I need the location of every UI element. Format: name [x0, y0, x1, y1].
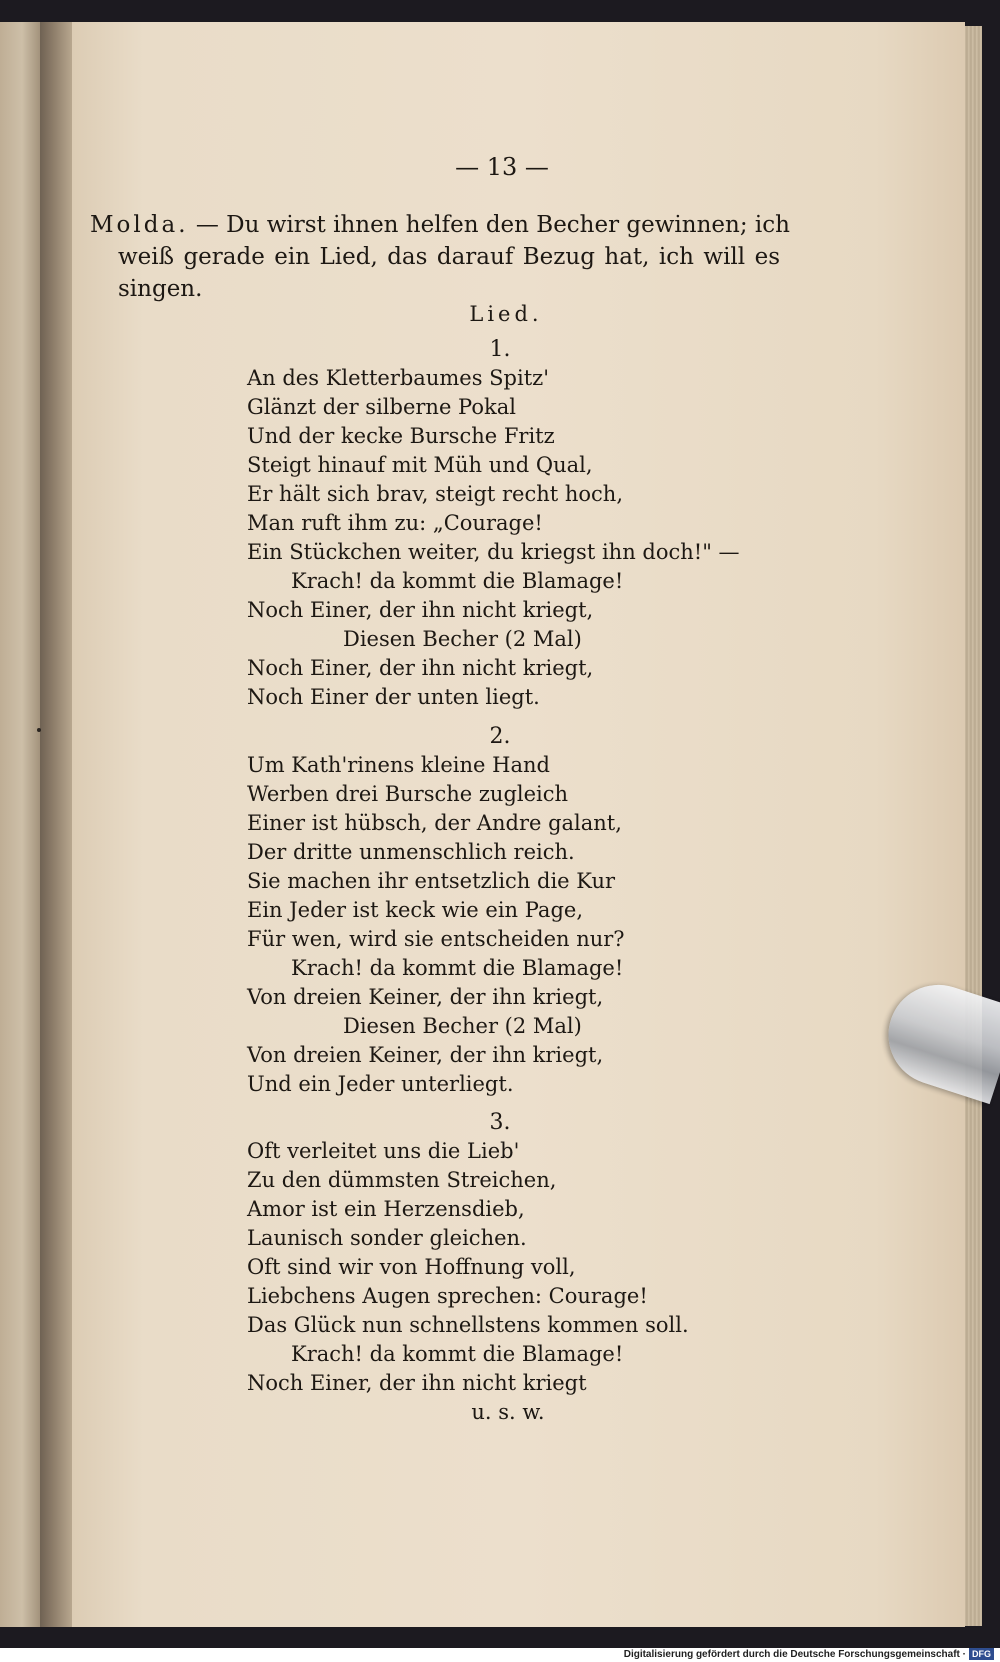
verse-line: Amor ist ein Herzensdieb,: [247, 1197, 525, 1221]
verse-line: Glänzt der silberne Pokal: [247, 395, 516, 419]
digitization-credit: [624, 1648, 994, 1662]
verse-line: Und ein Jeder unterliegt.: [247, 1072, 514, 1096]
dialogue-paragraph: [90, 209, 790, 305]
verse-line: Noch Einer, der ihn nicht kriegt,: [247, 598, 594, 622]
etc-marker: u. s. w.: [471, 1400, 545, 1424]
verse-line: Von dreien Keiner, der ihn kriegt,: [247, 985, 604, 1009]
verse-line: Ein Jeder ist keck wie ein Page,: [247, 898, 583, 922]
verse-line: An des Kletterbaumes Spitz': [247, 366, 549, 390]
verse-line: Ein Stückchen weiter, du kriegst ihn doch!" —: [247, 540, 740, 564]
verse-line: Sie machen ihr entsetzlich die Kur: [247, 869, 616, 893]
verse-line: Steigt hinauf mit Müh und Qual,: [247, 453, 593, 477]
verse-line: Diesen Becher (2 Mal): [343, 627, 582, 651]
verse-line: Und der kecke Bursche Fritz: [247, 424, 555, 448]
verse-line: Krach! da kommt die Blamage!: [291, 1342, 624, 1366]
verse-line: Oft sind wir von Hoffnung voll,: [247, 1255, 576, 1279]
verse-line: Werben drei Bursche zugleich: [247, 782, 569, 806]
dialogue-line-2: weiß gerade ein Lied, das darauf Bezug hat, ich will es: [118, 244, 780, 270]
stanza-number-2: 2.: [489, 724, 511, 749]
dialogue-line-3: singen.: [118, 276, 203, 302]
verse-line: Er hält sich brav, steigt recht hoch,: [247, 482, 624, 506]
page-number: — 13 —: [455, 153, 549, 181]
facing-page-edge: [0, 22, 40, 1627]
verse-line: Launisch sonder gleichen.: [247, 1226, 527, 1250]
credit-text: Digitalisierung gefördert durch die Deutsche Forschungsgemeinschaft ·: [623, 1649, 966, 1660]
page-edges: [965, 26, 982, 1626]
stanza-1: [247, 364, 740, 712]
book-gutter: [40, 22, 72, 1627]
verse-line: Für wen, wird sie entscheiden nur?: [247, 927, 625, 951]
stanza-number-1: 1.: [489, 337, 511, 362]
verse-line: Man ruft ihm zu: „Courage!: [247, 511, 543, 535]
verse-line: Das Glück nun schnellstens kommen soll.: [247, 1313, 689, 1337]
verse-line: Der dritte unmenschlich reich.: [247, 840, 575, 864]
verse-line: Krach! da kommt die Blamage!: [291, 569, 624, 593]
verse-line: Oft verleitet uns die Lieb': [247, 1139, 520, 1163]
verse-line: Einer ist hübsch, der Andre galant,: [247, 811, 622, 835]
stanza-2: [247, 751, 625, 1099]
verse-line: Zu den dümmsten Streichen,: [247, 1168, 557, 1192]
verse-line: Liebchens Augen sprechen: Courage!: [247, 1284, 648, 1308]
verse-line: Um Kath'rinens kleine Hand: [247, 753, 550, 777]
verse-line: Noch Einer, der ihn nicht kriegt,: [247, 656, 594, 680]
verse-line: Noch Einer der unten liegt.: [247, 685, 540, 709]
dfg-logo: DFG: [969, 1648, 994, 1660]
speaker-name: Molda.: [90, 212, 189, 238]
verse-line: Diesen Becher (2 Mal): [343, 1014, 582, 1038]
stanza-3: [247, 1137, 689, 1398]
verse-line: Krach! da kommt die Blamage!: [291, 956, 624, 980]
stanza-number-3: 3.: [489, 1110, 511, 1135]
dialogue-line-1: [90, 209, 790, 241]
verse-line: Noch Einer, der ihn nicht kriegt: [247, 1371, 587, 1395]
verse-line: Von dreien Keiner, der ihn kriegt,: [247, 1043, 604, 1067]
dialogue-text: — Du wirst ihnen helfen den Becher gewinnen; ich: [195, 212, 790, 238]
song-title: Lied.: [469, 302, 543, 326]
